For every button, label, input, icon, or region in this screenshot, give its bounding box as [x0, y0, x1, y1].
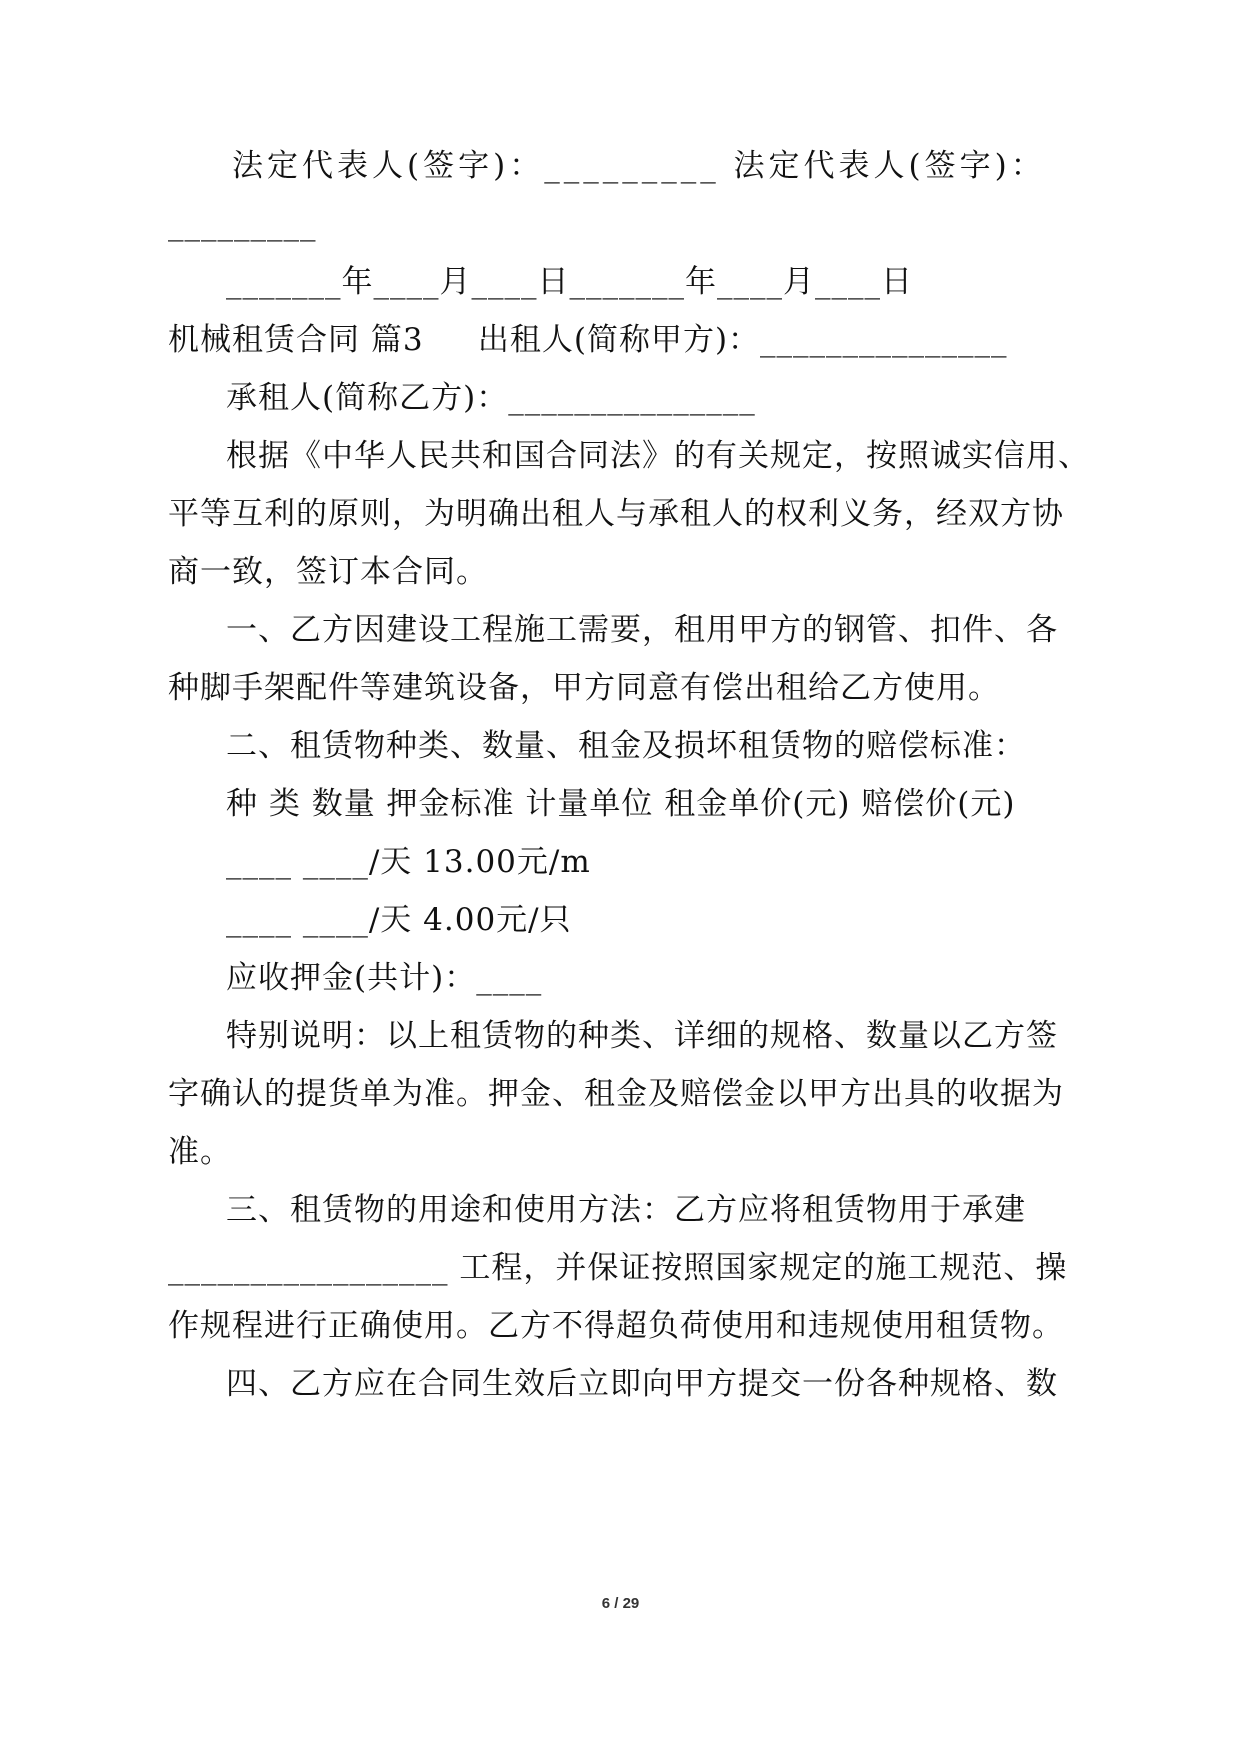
special-note-line: 字确认的提货单为准。押金、租金及赔偿金以甲方出具的收据为	[168, 1076, 1064, 1112]
clause-three-line: 三、租赁物的用途和使用方法：乙方应将租赁物用于承建	[226, 1192, 1026, 1228]
signature-line: 法定代表人(签字)：_________ 法定代表人(签字)：	[232, 148, 1046, 184]
clause-three-line: 作规程进行正确使用。乙方不得超负荷使用和违规使用租赁物。	[168, 1308, 1064, 1344]
page-number: 6 / 29	[601, 1595, 640, 1612]
paragraph-line: 根据《中华人民共和国合同法》的有关规定，按照诚实信用、	[226, 438, 1090, 474]
date-line: _______年____月____日_______年____月____日	[226, 264, 913, 300]
paragraph-line: 商一致，签订本合同。	[168, 554, 488, 590]
lessee-line: 承租人(简称乙方)：_______________	[226, 380, 756, 416]
clause-one-line: 一、乙方因建设工程施工需要，租用甲方的钢管、扣件、各	[226, 612, 1058, 648]
clause-four-line: 四、乙方应在合同生效后立即向甲方提交一份各种规格、数	[226, 1366, 1058, 1402]
deposit-line: 应收押金(共计)：____	[226, 960, 543, 996]
table-row-line: ____ ____/天 4.00元/只	[226, 902, 572, 938]
table-header-line: 种 类 数量 押金标准 计量单位 租金单价(元) 赔偿价(元)	[226, 786, 1016, 822]
special-note-line: 准。	[168, 1134, 232, 1170]
clause-three-line: _________________ 工程，并保证按照国家规定的施工规范、操	[168, 1250, 1068, 1286]
signature-blank-line: _________	[168, 206, 317, 242]
clause-two-line: 二、租赁物种类、数量、租金及损坏租赁物的赔偿标准：	[226, 728, 1026, 764]
paragraph-line: 平等互利的原则，为明确出租人与承租人的权利义务，经双方协	[168, 496, 1064, 532]
table-row-line: ____ ____/天 13.00元/m	[226, 844, 591, 880]
special-note-line: 特别说明：以上租赁物的种类、详细的规格、数量以乙方签	[226, 1018, 1058, 1054]
contract-heading-line: 机械租赁合同 篇3 出租人(简称甲方)：_______________	[168, 322, 1008, 358]
clause-one-line: 种脚手架配件等建筑设备，甲方同意有偿出租给乙方使用。	[168, 670, 1000, 706]
